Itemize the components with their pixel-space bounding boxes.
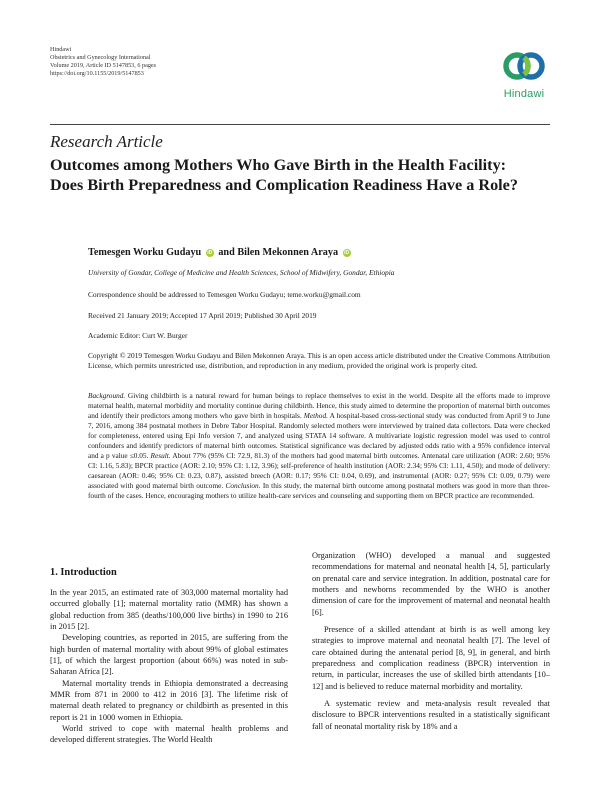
paragraph: World strived to cope with maternal health problems and developed different strategies. The World Health bbox=[50, 724, 288, 745]
journal-meta bbox=[50, 46, 350, 78]
abstract-method-label: Method. bbox=[303, 411, 328, 421]
hindawi-logo-icon bbox=[496, 48, 552, 88]
publisher-name: Hindawi bbox=[50, 46, 72, 53]
abstract-background-label: Background. bbox=[88, 391, 126, 400]
publication-dates: Received 21 January 2019; Accepted 17 April 2019; Published 30 April 2019 bbox=[88, 311, 317, 320]
author-1[interactable]: Temesgen Worku Gudayu bbox=[88, 247, 202, 258]
academic-editor: Academic Editor: Curt W. Burger bbox=[88, 331, 188, 340]
paragraph: Organization (WHO) developed a manual and suggested recommendations for maternal and neonatal health [4, 5], particularly on prenatal care and service integration. In addition, postnatal care for mothers and newborns recommended by the WHO is another dimension of care for the improvement of maternal and neonatal health [6]. bbox=[312, 551, 550, 617]
header-rule bbox=[50, 124, 550, 125]
orcid-icon[interactable]: iD bbox=[207, 250, 213, 256]
hindawi-logo bbox=[496, 48, 552, 106]
abstract-background: Giving childbirth is a natural reward for human beings to replace themselves to exist in the world. Despite all the efforts made to improve maternal health, maternal morbidity and mortality continue during childbirth. Hence, this study aimed to determine the proportion of maternal birth outcomes and identify their predictors among mothers who gave birth in hospitals. bbox=[88, 391, 550, 421]
copyright-notice: Copyright © 2019 Temesgen Worku Gudayu and Bilen Mekonnen Araya. This is an open access article distributed under the Creative Commons Attribution License, which permits unrestricted use, distribution, and reproduction in any medium, provided the original work is properly cited. bbox=[88, 351, 550, 370]
abstract-result: About 77% (95% CI: 72.9, 81.3) of the mothers had good maternal birth outcomes. Antenatal care utilization (AOR: 2.60; 95% CI: 1.16, 5.83); BPCR practice (AOR: 2.10; 95% CI: 1.12, 3.96); self-preference of health institution (AOR: 2.34; 95% CI: 1.11, 4.50); and mode of delivery: caesarean (AOR: 0.46; 95% CI: 0.23, 0.87), assisted breech (AOR: 0.17; 95% CI: 0.04, 0.69), and instrumental (AOR: 0.27; 95% CI: 0.09, 0.79) were associated with good maternal birth outcome. bbox=[88, 451, 551, 491]
abstract-conclusion-label: Conclusion. bbox=[225, 481, 261, 491]
orcid-icon[interactable]: iD bbox=[344, 250, 350, 256]
author-2[interactable]: Bilen Mekonnen Araya bbox=[237, 247, 339, 258]
article-title: Outcomes among Mothers Who Gave Birth in the Health Facility: Does Birth Preparedness and Complication Readiness Have a Role? bbox=[50, 156, 518, 194]
abstract-method: A hospital-based cross-sectional study was conducted from April 9 to June 7, 2016, among 384 postnatal mothers in Debre Tabor Hospital. Randomly selected mothers were interviewed by trained data collectors. Data were checked for completeness, entered using Epi Info version 7, and analyzed using STATA 14 software. A multivariate logistic regression model was used to control confounders and identify predictors of maternal birth outcomes. Statistical significance was declared by adjusted odds ratio with a 95% confidence interval and a p value ≤0.05. bbox=[88, 411, 551, 461]
abstract bbox=[88, 391, 550, 502]
article-type: Research Article bbox=[50, 132, 163, 151]
logo-text: Hindawi bbox=[503, 88, 545, 100]
author-line bbox=[88, 247, 353, 258]
affiliation: University of Gondar, College of Medicine and Health Sciences, School of Midwifery, Gondar, Ethiopia bbox=[88, 268, 395, 277]
paragraph: A systematic review and meta-analysis result revealed that disclosure to BPCR interventions resulted in a statistically significant fall of neonatal mortality risk by 18% and a bbox=[312, 699, 550, 731]
abstract-conclusion: In this study, the maternal birth outcome among postnatal mothers was good in more than three-fourth of the cases. Hence, encouraging mothers to utilize health-care services and counseling and supporting them on BPCR practice are recommended. bbox=[88, 481, 550, 501]
paragraph: Presence of a skilled attendant at birth is as well among key strategies to improve maternal and neonatal health [7]. The level of care obtained during the antenatal period [8, 9], in general, and birth preparedness and complication readiness (BPCR) intervention in return, in particular, increases the use of skilled birth attendants [10–12] and is believed to reduce maternal morbidity and mortality. bbox=[312, 625, 550, 691]
volume-line: Volume 2019, Article ID 5147853, 6 pages bbox=[50, 62, 157, 69]
paragraph: In the year 2015, an estimated rate of 303,000 maternal mortality had occurred globally [1]; maternal mortality ratio (MMR) has shown a global reduction from 385 (deaths/100,000 live births) in 1990 to 216 in 2015 [2]. bbox=[50, 588, 288, 632]
correspondence: Correspondence should be addressed to Temesgen Worku Gudayu; teme.worku@gmail.com bbox=[88, 290, 361, 299]
journal-name: Obstetrics and Gynecology International bbox=[50, 54, 151, 61]
paragraph: Developing countries, as reported in 2015, are suffering from the high burden of maternal mortality with about 99% of global estimates [1], of which the largest proportion (about 66%) was noted in sub-Saharan Africa [2]. bbox=[50, 633, 288, 677]
author-conjunction: and bbox=[218, 247, 235, 258]
paragraph: Maternal mortality trends in Ethiopia demonstrated a decreasing MMR from 871 in 2000 to 412 in 2016 [3]. The lifetime risk of maternal death related to pregnancy or childbirth as presented in this report is 21 in 1000 women in Ethiopia. bbox=[50, 678, 288, 722]
doi-link[interactable]: https://doi.org/10.1155/2019/5147853 bbox=[50, 70, 144, 77]
abstract-result-label: Result. bbox=[150, 451, 171, 461]
right-column bbox=[312, 550, 550, 732]
section-heading: 1. Introduction bbox=[50, 567, 117, 578]
left-column bbox=[50, 587, 288, 746]
